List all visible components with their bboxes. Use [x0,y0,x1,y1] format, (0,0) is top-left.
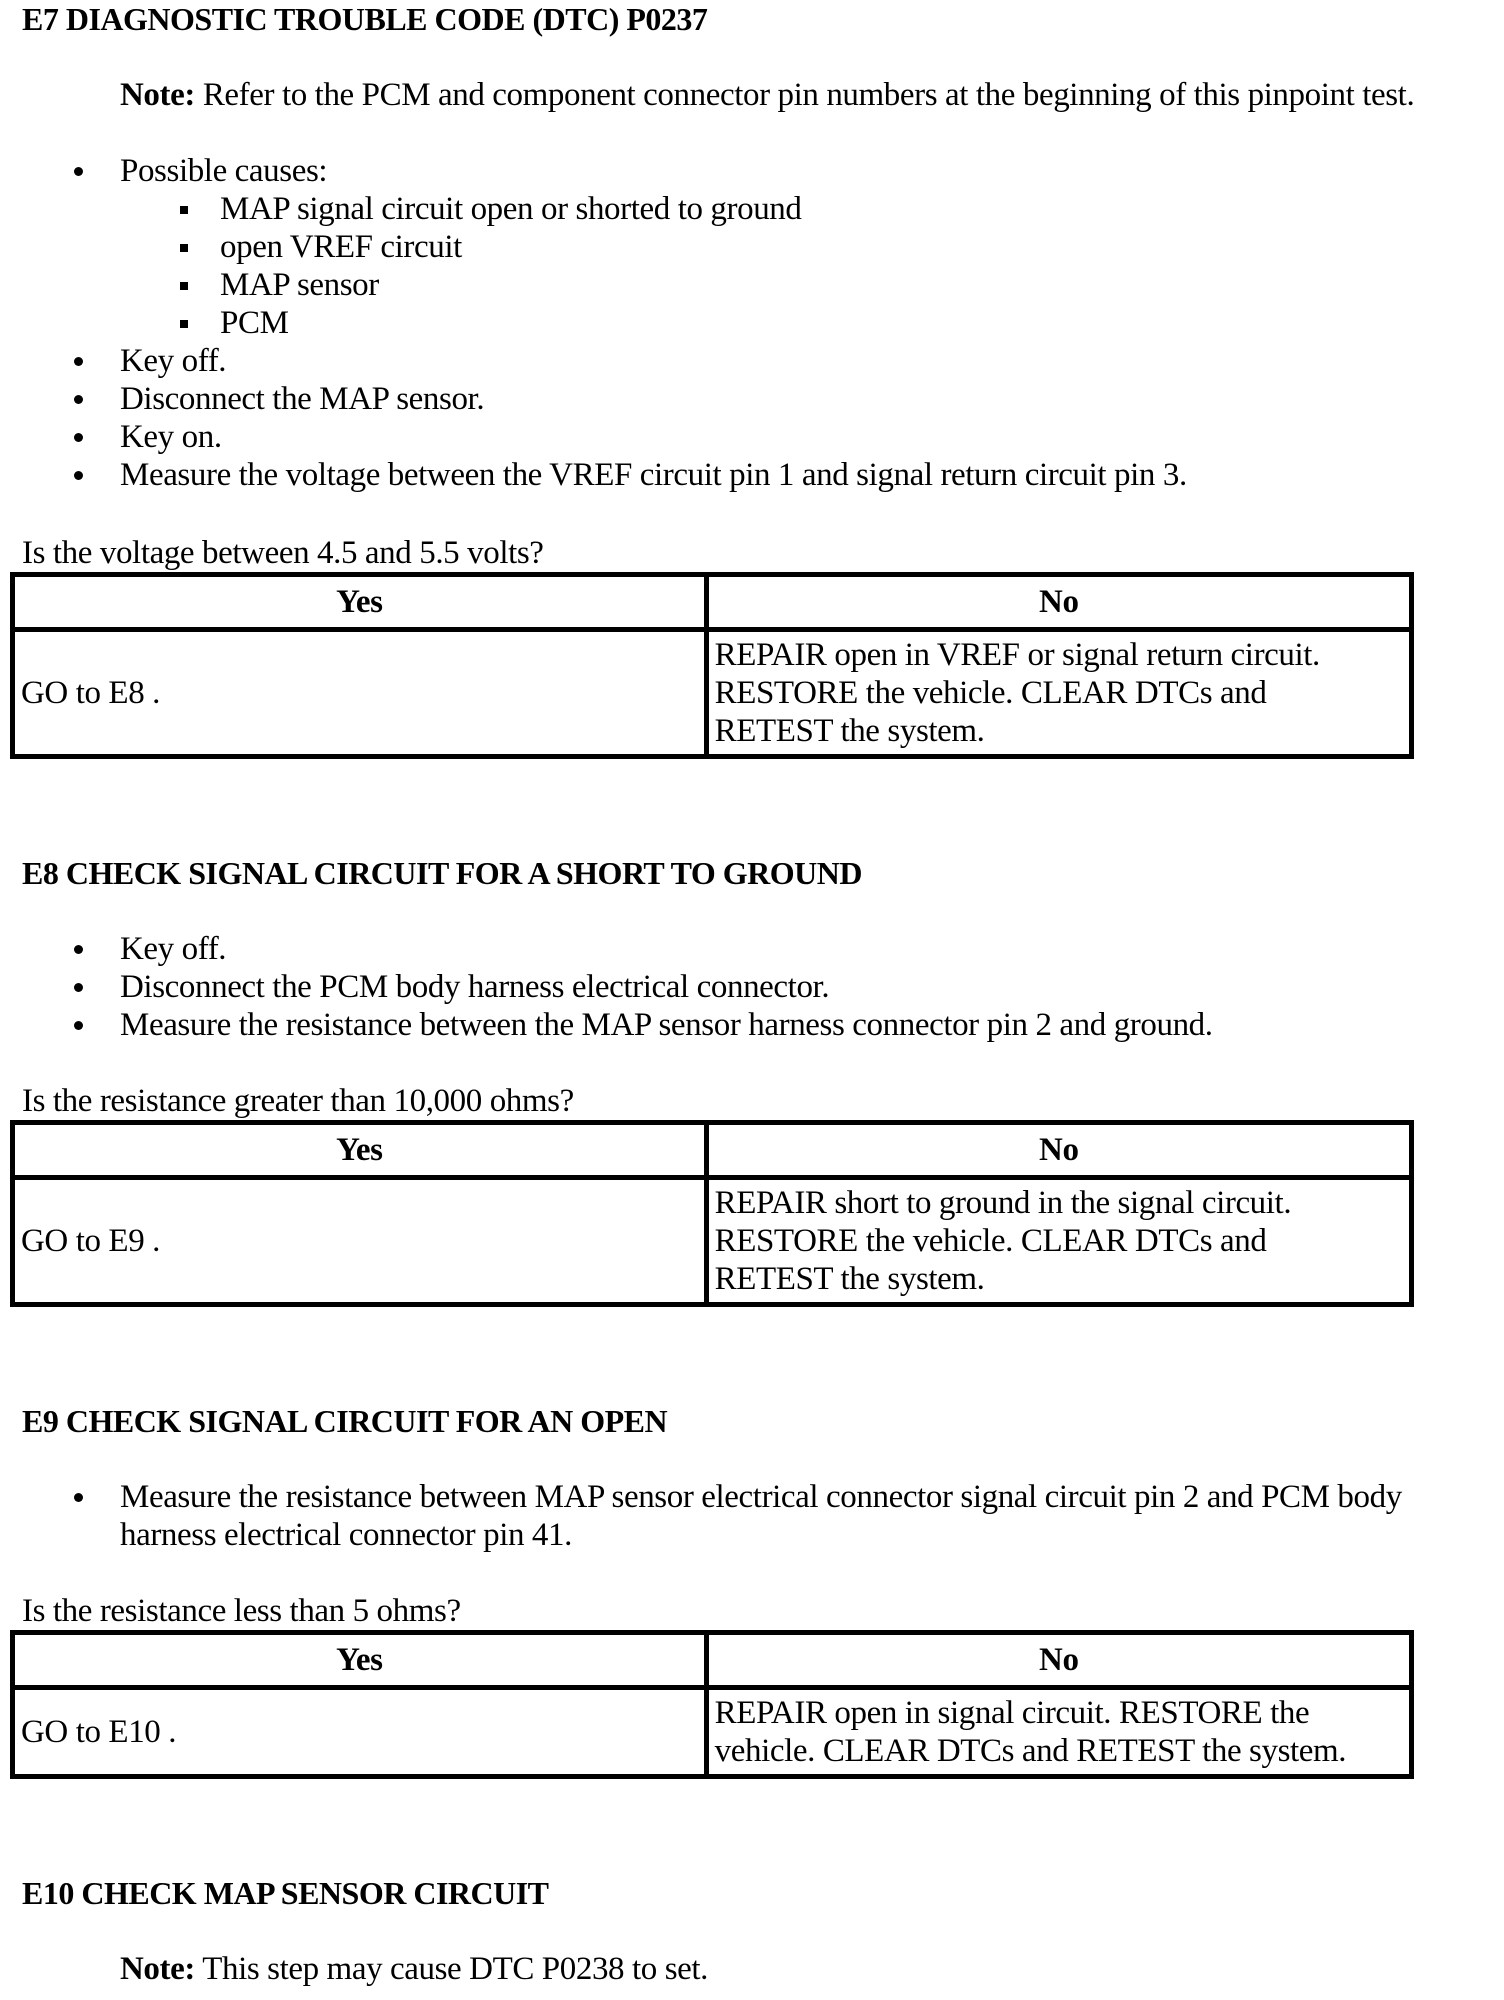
yes-header: Yes [15,577,709,632]
no-header: No [709,1635,1409,1690]
list-item: MAP sensor [120,266,1187,304]
note-label: Note: [120,77,195,113]
causes-list [120,190,1187,342]
list-item: Measure the resistance between MAP sensor electrical connector signal circuit pin 2 and PCM body harness electrical connector pin 41. [0,1478,1460,1554]
no-cell-line: RESTORE the vehicle. CLEAR DTCs and [714,675,1267,711]
no-cell-line: REPAIR open in signal circuit. RESTORE the [714,1695,1310,1731]
question-e9: Is the resistance less than 5 ohms? [22,1593,461,1629]
yes-cell: GO to E9 . [15,1180,709,1302]
yes-no-table-e7 [10,572,1414,759]
section-heading-e10: E10 CHECK MAP SENSOR CIRCUIT [22,1875,549,1911]
note-label: Note: [120,1951,195,1987]
no-cell [709,1180,1409,1302]
table-header-row [15,577,1409,632]
step-list-e8 [0,930,1213,1044]
yes-cell: GO to E8 . [15,632,709,754]
no-cell-line: REPAIR open in VREF or signal return circuit. [714,637,1320,673]
section-heading-e9: E9 CHECK SIGNAL CIRCUIT FOR AN OPEN [22,1403,668,1439]
question-e8: Is the resistance greater than 10,000 ohms? [22,1083,574,1119]
list-item: Key on. [0,418,1187,456]
list-item: PCM [120,304,1187,342]
yes-no-table-e9 [10,1630,1414,1779]
no-cell [709,632,1409,754]
list-item: Measure the resistance between the MAP sensor harness connector pin 2 and ground. [0,1006,1213,1044]
no-cell-line: RETEST the system. [714,713,985,749]
no-cell [709,1690,1409,1774]
table-row [15,632,1409,754]
list-item: MAP signal circuit open or shorted to ground [120,190,1187,228]
yes-header: Yes [15,1635,709,1690]
no-cell-line: vehicle. CLEAR DTCs and RETEST the system. [714,1733,1347,1769]
table-row [15,1690,1409,1774]
no-header: No [709,1125,1409,1180]
note-e7 [120,76,1414,114]
note-text: This step may cause DTC P0238 to set. [194,1951,709,1987]
note-e10 [120,1950,708,1988]
no-cell-line: RESTORE the vehicle. CLEAR DTCs and [714,1223,1267,1259]
yes-no-table-e8 [10,1120,1414,1307]
list-item [0,152,1187,342]
causes-label: Possible causes: [120,153,328,189]
list-item: Disconnect the MAP sensor. [0,380,1187,418]
no-cell-line: RETEST the system. [714,1261,985,1297]
step-list-e9 [0,1478,1460,1554]
list-item: Measure the voltage between the VREF circuit pin 1 and signal return circuit pin 3. [0,456,1187,494]
table-header-row [15,1635,1409,1690]
yes-cell: GO to E10 . [15,1690,709,1774]
table-row [15,1180,1409,1302]
list-item: Key off. [0,930,1213,968]
section-heading-e8: E8 CHECK SIGNAL CIRCUIT FOR A SHORT TO GROUND [22,855,862,891]
step-list-e7 [0,152,1187,494]
section-heading-e7: E7 DIAGNOSTIC TROUBLE CODE (DTC) P0237 [22,1,708,37]
no-header: No [709,577,1409,632]
note-text: Refer to the PCM and component connector pin numbers at the beginning of this pinpoint test. [194,77,1415,113]
yes-header: Yes [15,1125,709,1180]
list-item: Disconnect the PCM body harness electrical connector. [0,968,1213,1006]
no-cell-line: REPAIR short to ground in the signal circuit. [714,1185,1292,1221]
question-e7: Is the voltage between 4.5 and 5.5 volts? [22,535,544,571]
table-header-row [15,1125,1409,1180]
list-item: Key off. [0,342,1187,380]
list-item: open VREF circuit [120,228,1187,266]
